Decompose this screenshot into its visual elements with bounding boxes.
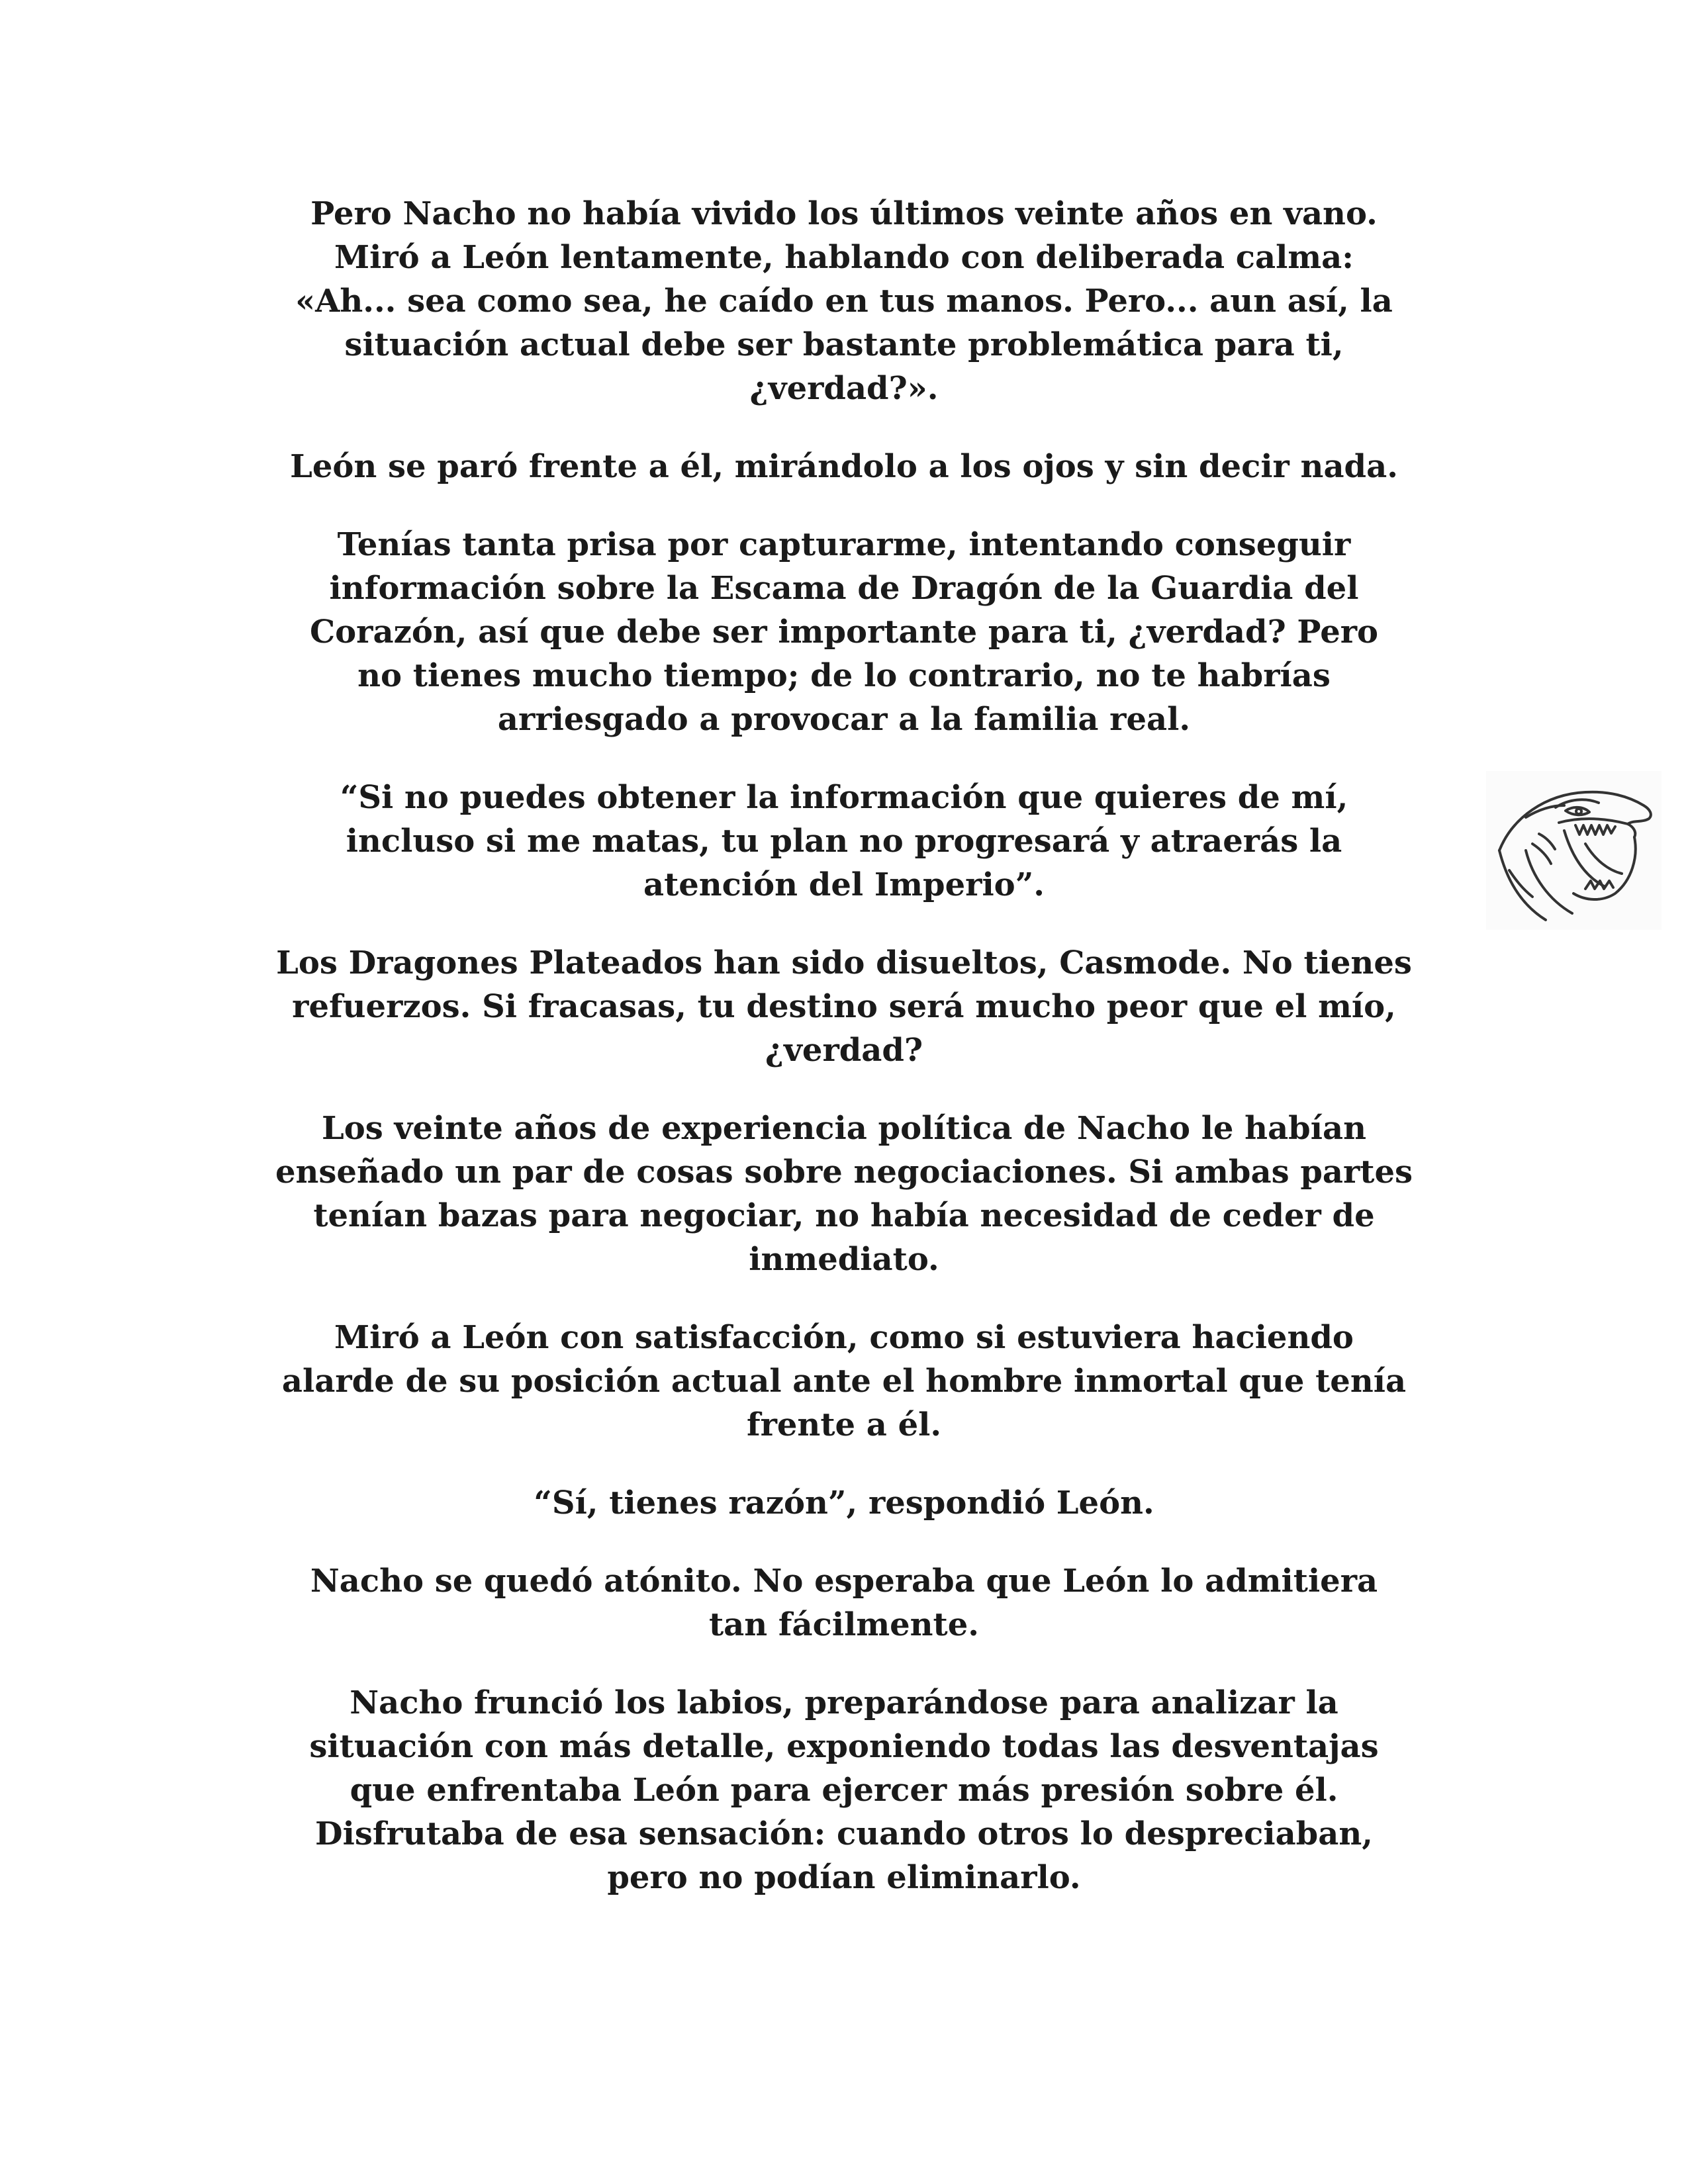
paragraph-4: “Si no puedes obtener la información que quieres de mí, incluso si me matas, tu plan no progresará y atraerás la atención del Imperio”. (340, 779, 1348, 903)
paragraph-3: Tenías tanta prisa por capturarme, intentando conseguir información sobre la Escama de Dragón de la Guardia del Corazón, así que debe ser importante para ti, ¿verdad? Pero no tienes mucho tiempo; de lo contrario, no te habrías arriesgado a provocar a la familia real. (309, 526, 1379, 738)
paragraph-6: Los veinte años de experiencia política de Nacho le habían enseñado un par de cosas sobre negociaciones. Si ambas partes tenían bazas para negociar, no había necesidad de ceder de inmediato. (275, 1110, 1413, 1278)
dinosaur-head-icon (1486, 771, 1662, 930)
paragraph-5: Los Dragones Plateados han sido disueltos, Casmode. No tienes refuerzos. Si fracasas, tu destino será mucho peor que el mío, ¿verdad? (276, 944, 1412, 1069)
story-text (218, 192, 1470, 1934)
paragraph-2: León se paró frente a él, mirándolo a los ojos y sin decir nada. (290, 448, 1398, 485)
paragraph-1: Pero Nacho no había vivido los últimos veinte años en vano. Miró a León lentamente, hablando con deliberada calma: «Ah... sea como sea, he caído en tus manos. Pero... aun así, la situación actual debe ser bastante problemática para ti, ¿verdad?». (295, 195, 1393, 407)
paragraph-8: “Sí, tienes razón”, respondió León. (534, 1484, 1154, 1522)
paragraph-10: Nacho frunció los labios, preparándose para analizar la situación con más detalle, exponiendo todas las desventajas que enfrentaba León para ejercer más presión sobre él. Disfrutaba de esa sensación: cuando otros lo despreciaban, pero no podían eliminarlo. (309, 1684, 1379, 1896)
paragraph-9: Nacho se quedó atónito. No esperaba que León lo admitiera tan fácilmente. (310, 1563, 1378, 1643)
paragraph-7: Miró a León con satisfacción, como si estuviera haciendo alarde de su posición actual ante el hombre inmortal que tenía frente a él. (281, 1319, 1407, 1443)
